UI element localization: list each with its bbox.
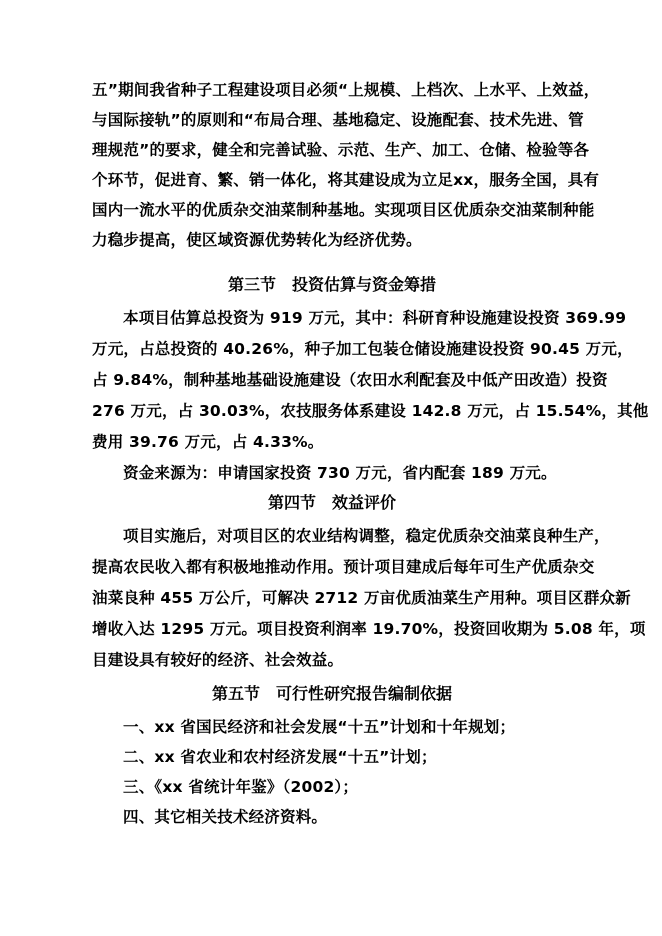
section-5-item-4: 四、其它相关技术经济资料。 xyxy=(123,808,328,826)
section-3-heading: 第三节 投资估算与资金筹措 xyxy=(227,275,436,294)
intro-line-5: 国内一流水平的优质杂交油菜制种基地。实现项目区优质杂交油菜制种能 xyxy=(92,201,595,219)
section-3-line-5: 费用 39.76 万元，占 4.33%。 xyxy=(92,433,324,451)
section-5-item-1: 一、xx 省国民经济和社会发展“十五”计划和十年规划； xyxy=(123,718,516,736)
section-5-item-3: 三、《xx 省统计年鉴》（2002）； xyxy=(123,778,359,796)
section-3-funding-line: 资金来源为：申请国家投资 730 万元，省内配套 189 万元。 xyxy=(123,464,557,482)
intro-line-6: 力稳步提高，使区域资源优势转化为经济优势。 xyxy=(92,231,422,249)
section-4-line-4: 增收入达 1295 万元。项目投资利润率 19.70%，投资回收期为 5.08 年，项 xyxy=(92,620,646,638)
intro-line-1: 五”期间我省种子工程建设项目必须“上规模、上档次、上水平、上效益， xyxy=(92,81,600,99)
section-4-line-2: 提高农民收入都有积极地推动作用。预计项目建成后每年可生产优质杂交 xyxy=(92,558,595,576)
section-4-line-5: 目建设具有较好的经济、社会效益。 xyxy=(92,651,344,669)
intro-line-2: 与国际接轨”的原则和“布局合理、基地稳定、设施配套、技术先进、管 xyxy=(92,111,584,129)
section-4-line-1: 项目实施后，对项目区的农业结构调整，稳定优质杂交油菜良种生产， xyxy=(123,527,610,545)
intro-line-3: 理规范”的要求，健全和完善试验、示范、生产、加工、仓储、检验等各 xyxy=(92,141,590,159)
section-3-line-4: 276 万元，占 30.03%，农技服务体系建设 142.8 万元，占 15.54%，其他 xyxy=(92,402,649,420)
section-3-line-3: 占 9.84%，制种基地基础设施建设（农田水利配套及中低产田改造）投资 xyxy=(92,371,608,389)
intro-line-4: 个环节，促进育、繁、销一体化，将其建设成为立足xx，服务全国，具有 xyxy=(92,171,600,189)
section-5-item-2: 二、xx 省农业和农村经济发展“十五”计划； xyxy=(123,748,437,766)
section-4-heading: 第四节 效益评价 xyxy=(267,493,396,512)
section-3-line-2: 万元，占总投资的 40.26%，种子加工包装仓储设施建设投资 90.45 万元， xyxy=(92,340,633,358)
section-4-line-3: 油菜良种 455 万公斤，可解决 2712 万亩优质油菜生产用种。项目区群众新 xyxy=(92,589,631,607)
section-3-line-1: 本项目估算总投资为 919 万元，其中：科研育种设施建设投资 369.99 xyxy=(123,309,627,327)
section-5-heading: 第五节 可行性研究报告编制依据 xyxy=(211,684,452,703)
